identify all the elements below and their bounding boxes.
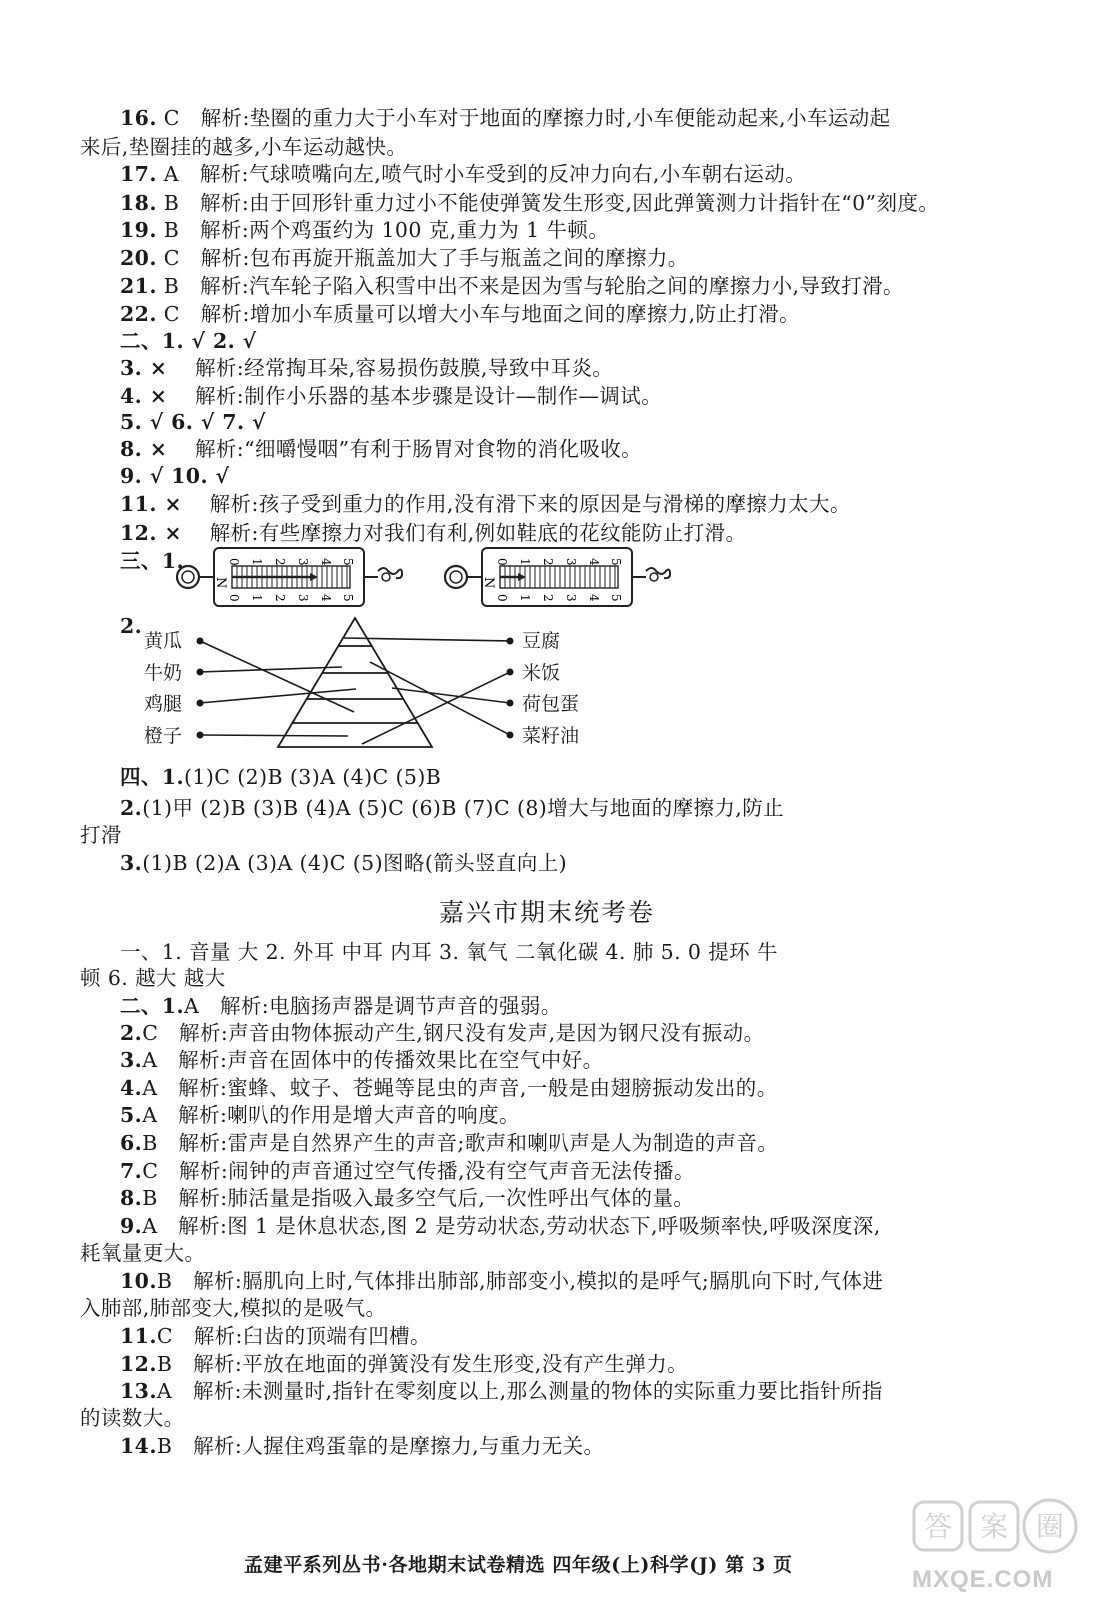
svg-text:1: 1 <box>250 558 264 566</box>
spring-scale-2 <box>445 548 670 606</box>
answer-16: 16. C 解析:垫圈的重力大于小车对于地面的摩擦力时,小车便能动起来,小车运动起 <box>120 106 891 130</box>
part1-line-2: 顿 6. 越大 越大 <box>80 966 226 990</box>
food-pyramid-matching <box>130 612 620 762</box>
section4-item-2-cont: 打滑 <box>80 823 122 847</box>
section4-item-2: 2.(1)甲 (2)B (3)B (4)A (5)C (6)B (7)C (8)增大与地面的摩擦力,防止 <box>120 796 785 820</box>
section2-item-3: 3. × 解析:经常掏耳朵,容易损伤鼓膜,导致中耳炎。 <box>120 356 614 380</box>
section2-item-5-7: 5. √ 6. √ 7. √ <box>120 410 266 434</box>
part2-item-2: 2.C 解析:声音由物体振动产生,钢尺没有发声,是因为钢尺没有振动。 <box>120 1021 765 1045</box>
part2-item-14: 14.B 解析:人握住鸡蛋靠的是摩擦力,与重力无关。 <box>120 1434 605 1458</box>
food-orange: 橙子 <box>144 725 183 747</box>
matching-lines <box>200 638 510 744</box>
spring-scale-1 <box>177 548 402 606</box>
part2-item-8: 8.B 解析:肺活量是指吸入最多空气后,一次性呼出气体的量。 <box>120 1186 695 1210</box>
part2-item-13: 13.A 解析:未测量时,指针在零刻度以上,那么测量的物体的实际重力要比指针所指 <box>120 1379 883 1403</box>
part2-item-9: 9.A 解析:图 1 是休息状态,图 2 是劳动状态,劳动状态下,呼吸频率快,呼吸深度深, <box>120 1214 881 1238</box>
part2-item-4: 4.A 解析:蜜蜂、蚊子、苍蝇等昆虫的声音,一般是由翅膀振动发出的。 <box>120 1076 778 1100</box>
section2-item-4: 4. × 解析:制作小乐器的基本步骤是设计—制作—调试。 <box>120 384 663 408</box>
food-chicken-leg: 鸡腿 <box>144 693 183 715</box>
svg-text:2: 2 <box>541 558 555 566</box>
watermark-badge-2: 案 <box>979 1510 1009 1543</box>
part2-item-9-cont: 耗氧量更大。 <box>80 1241 206 1265</box>
svg-text:3: 3 <box>296 558 310 566</box>
svg-text:5: 5 <box>609 594 623 602</box>
section3-label-1: 三、1. <box>120 549 185 573</box>
part2-item-11: 11.C 解析:臼齿的顶端有凹槽。 <box>120 1324 431 1348</box>
svg-text:1: 1 <box>250 594 264 602</box>
svg-text:3: 3 <box>564 594 578 602</box>
section2-item-12: 12. × 解析:有些摩擦力对我们有利,例如鞋底的花纹能防止打滑。 <box>120 521 747 545</box>
section4-item-1: 四、1.(1)C (2)B (3)A (4)C (5)B <box>120 765 442 789</box>
scale-1-unit: N <box>213 577 228 589</box>
part1-line-1: 一、1. 音量 大 2. 外耳 中耳 内耳 3. 氧气 二氧化碳 4. 肺 5. 0 提环 牛 <box>120 940 778 964</box>
answer-17: 17. A 解析:气球喷嘴向左,喷气时小车受到的反冲力向右,小车朝右运动。 <box>120 162 807 186</box>
svg-text:1: 1 <box>518 594 532 602</box>
part2-item-7: 7.C 解析:闹钟的声音通过空气传播,没有空气声音无法传播。 <box>120 1159 695 1183</box>
svg-text:3: 3 <box>564 558 578 566</box>
svg-text:2: 2 <box>273 594 287 602</box>
page-footer: 孟建平系列丛书·各地期末试卷精选 四年级(上)科学(J) 第 3 页 <box>244 1554 793 1576</box>
section-title: 嘉兴市期末统考卷 <box>438 898 655 927</box>
svg-text:0: 0 <box>227 594 241 602</box>
part2-item-6: 6.B 解析:雷声是自然界产生的声音;歌声和喇叭声是人为制造的声音。 <box>120 1131 779 1155</box>
svg-text:5: 5 <box>341 594 355 602</box>
svg-text:4: 4 <box>319 594 333 602</box>
section2-item-1-2: 二、1. √ 2. √ <box>120 329 257 353</box>
section2-item-9-10: 9. √ 10. √ <box>120 464 230 488</box>
svg-text:2: 2 <box>273 558 287 566</box>
scale-2-unit: N <box>481 577 496 589</box>
svg-text:3: 3 <box>296 594 310 602</box>
svg-text:0: 0 <box>495 558 509 566</box>
part2-item-3: 3.A 解析:声音在固体中的传播效果比在空气中好。 <box>120 1048 604 1072</box>
answer-18: 18. B 解析:由于回形针重力过小不能使弹簧发生形变,因此弹簧测力计指针在“0”刻度。 <box>120 191 940 215</box>
part2-item-13-cont: 的读数大。 <box>80 1406 185 1430</box>
section4-item-3: 3.(1)B (2)A (3)A (4)C (5)图略(箭头竖直向上) <box>120 851 568 875</box>
food-rice: 米饭 <box>522 662 561 684</box>
svg-text:4: 4 <box>587 594 601 602</box>
answer-20: 20. C 解析:包布再旋开瓶盖加大了手与瓶盖之间的摩擦力。 <box>120 246 689 270</box>
food-cucumber: 黄瓜 <box>144 630 183 652</box>
answer-16-cont: 来后,垫圈挂的越多,小车运动越快。 <box>80 135 408 159</box>
svg-text:5: 5 <box>609 558 623 566</box>
svg-text:0: 0 <box>495 594 509 602</box>
part2-item-10-cont: 入肺部,肺部变大,模拟的是吸气。 <box>80 1296 387 1320</box>
svg-text:0: 0 <box>227 558 241 566</box>
answer-19: 19. B 解析:两个鸡蛋约为 100 克,重力为 1 牛顿。 <box>120 218 610 242</box>
answer-22: 22. C 解析:增加小车质量可以增大小车与地面之间的摩擦力,防止打滑。 <box>120 302 801 326</box>
food-fried-egg: 荷包蛋 <box>522 693 580 715</box>
spring-scales-figure <box>170 544 690 610</box>
part2-item-5: 5.A 解析:喇叭的作用是增大声音的响度。 <box>120 1103 520 1127</box>
section2-item-8: 8. × 解析:“细嚼慢咽”有利于肠胃对食物的消化吸收。 <box>120 437 643 461</box>
svg-text:4: 4 <box>319 558 333 566</box>
answer-21: 21. B 解析:汽车轮子陷入积雪中出不来是因为雪与轮胎之间的摩擦力小,导致打滑。 <box>120 274 904 298</box>
svg-text:2: 2 <box>541 594 555 602</box>
food-tofu: 豆腐 <box>522 630 561 652</box>
section3-label-2: 2. <box>120 614 143 638</box>
part2-item-1: 二、1.A 解析:电脑扬声器是调节声音的强弱。 <box>120 994 562 1018</box>
watermark-badge-1: 答 <box>923 1510 953 1543</box>
part2-item-10: 10.B 解析:膈肌向上时,气体排出肺部,肺部变小,模拟的是呼气;膈肌向下时,气体进 <box>120 1269 884 1293</box>
watermark-text: MXQE.COM <box>912 1566 1054 1593</box>
food-milk: 牛奶 <box>144 662 183 684</box>
section2-item-11: 11. × 解析:孩子受到重力的作用,没有滑下来的原因是与滑梯的摩擦力太大。 <box>120 492 851 516</box>
svg-text:4: 4 <box>587 558 601 566</box>
food-rapeseed-oil: 菜籽油 <box>522 725 580 747</box>
part2-item-12: 12.B 解析:平放在地面的弹簧没有发生形变,没有产生弹力。 <box>120 1352 689 1376</box>
svg-text:5: 5 <box>341 558 355 566</box>
watermark-badge-3: 圈 <box>1035 1510 1065 1543</box>
svg-text:1: 1 <box>518 558 532 566</box>
